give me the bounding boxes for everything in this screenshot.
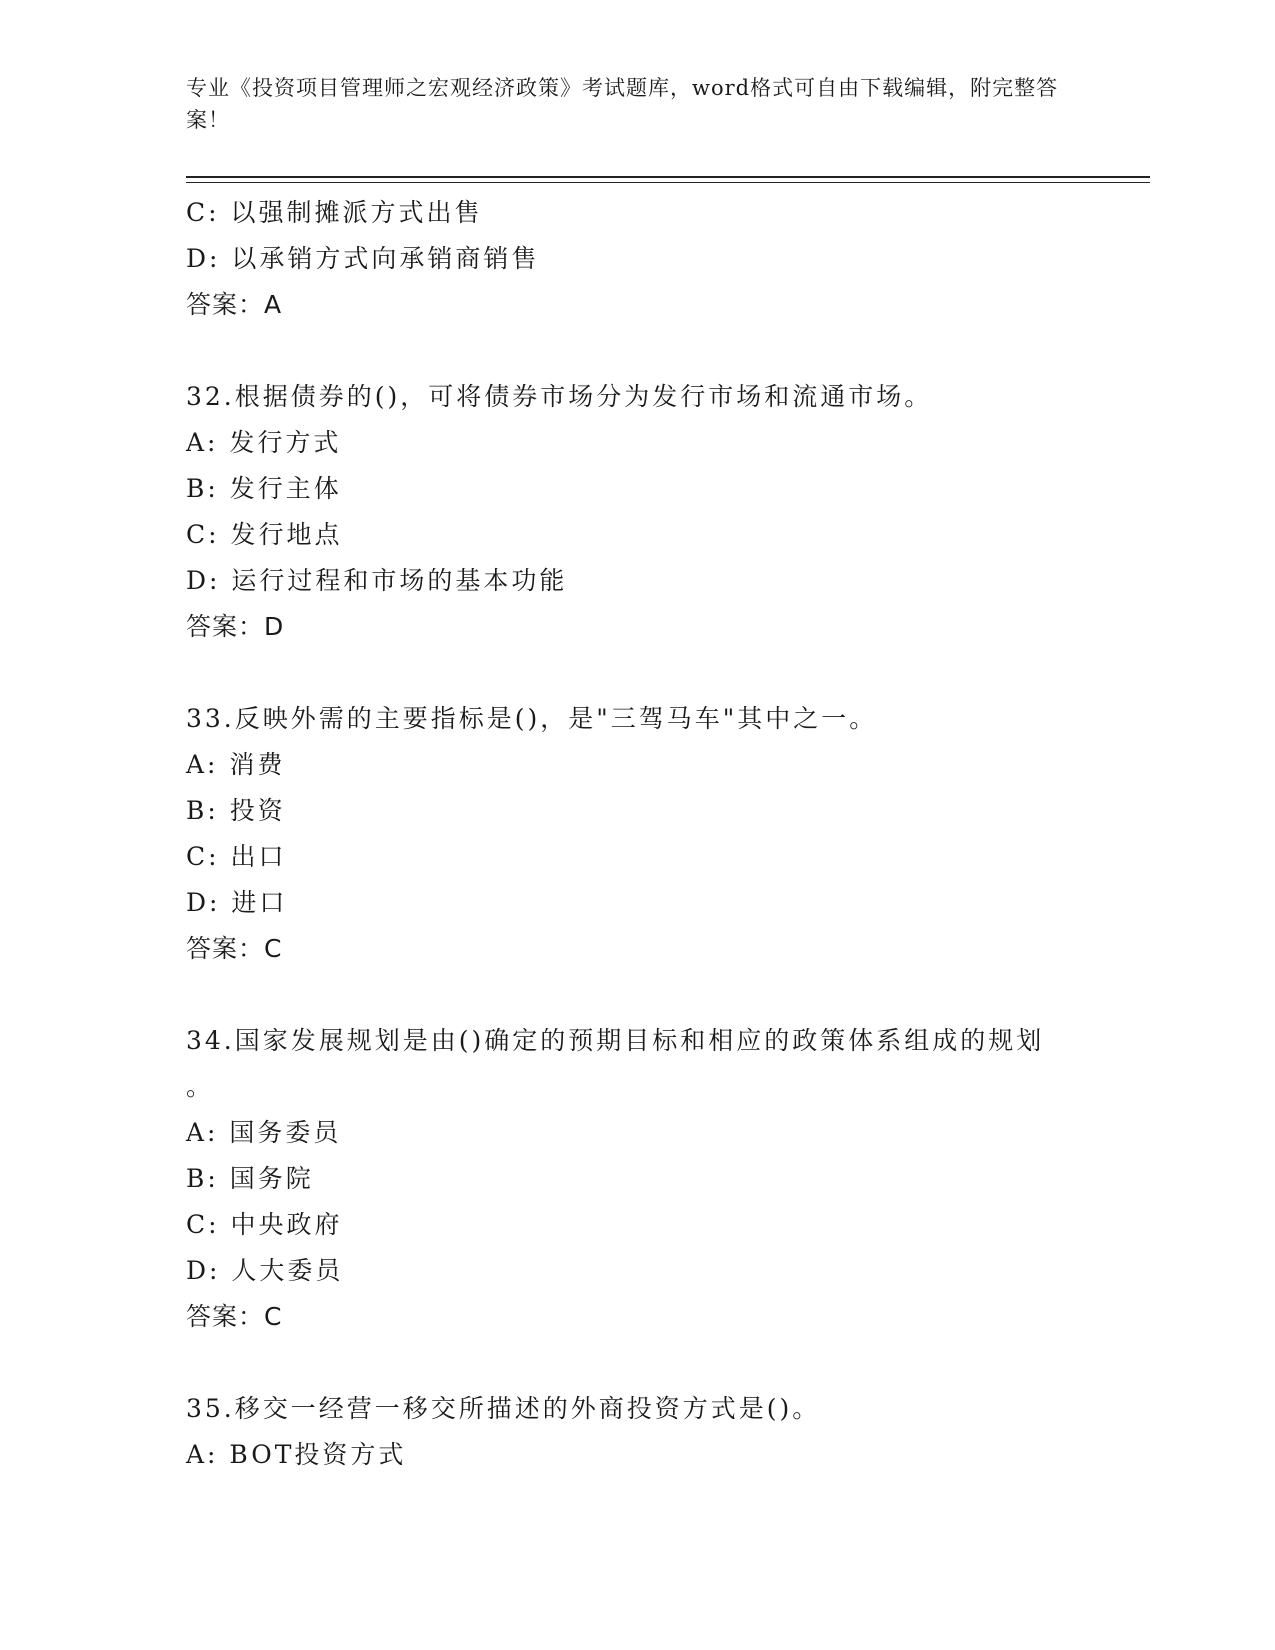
spacer <box>186 650 1086 696</box>
option-d: D: 运行过程和市场的基本功能 <box>186 566 568 595</box>
option-b: B: 投资 <box>186 796 286 825</box>
header-text: 专业《投资项目管理师之宏观经济政策》考试题库，word格式可自由下载编辑，附完整答案！ <box>186 76 1059 132</box>
question-text: 32.根据债券的()，可将债券市场分为发行市场和流通市场。 <box>186 382 933 411</box>
option-a: A: BOT投资方式 <box>186 1440 407 1469</box>
document-header <box>186 72 1086 136</box>
answer: 答案：C <box>186 934 283 963</box>
spacer <box>186 1340 1086 1386</box>
question-list <box>186 190 1086 1478</box>
answer: 答案：D <box>186 612 285 641</box>
question-text: 35.移交一经营一移交所描述的外商投资方式是()。 <box>186 1394 821 1423</box>
question-text: 33.反映外需的主要指标是()，是"三驾马车"其中之一。 <box>186 704 878 733</box>
question-text-tail: 。 <box>186 1072 215 1101</box>
option-c: C: 出口 <box>186 842 287 871</box>
option-c: C: 发行地点 <box>186 520 343 549</box>
question-33 <box>186 696 1086 972</box>
option-d: D: 人大委员 <box>186 1256 344 1285</box>
option-a: A: 发行方式 <box>186 428 342 457</box>
option-c: C: 中央政府 <box>186 1210 343 1239</box>
question-35 <box>186 1386 1086 1478</box>
option-d: D: 以承销方式向承销商销售 <box>186 244 540 273</box>
question-31-tail <box>186 190 1086 328</box>
option-a: A: 国务委员 <box>186 1118 342 1147</box>
question-text: 34.国家发展规划是由()确定的预期目标和相应的政策体系组成的规划 <box>186 1026 1045 1055</box>
option-c: C: 以强制摊派方式出售 <box>186 198 483 227</box>
question-32 <box>186 374 1086 650</box>
spacer <box>186 328 1086 374</box>
option-a: A: 消费 <box>186 750 286 779</box>
spacer <box>186 972 1086 1018</box>
question-34 <box>186 1018 1086 1340</box>
header-rule-thin <box>186 182 1150 183</box>
option-d: D: 进口 <box>186 888 288 917</box>
header-rule-thick <box>186 176 1150 178</box>
option-b: B: 发行主体 <box>186 474 342 503</box>
answer: 答案：C <box>186 1302 283 1331</box>
answer: 答案：A <box>186 290 283 319</box>
option-b: B: 国务院 <box>186 1164 314 1193</box>
